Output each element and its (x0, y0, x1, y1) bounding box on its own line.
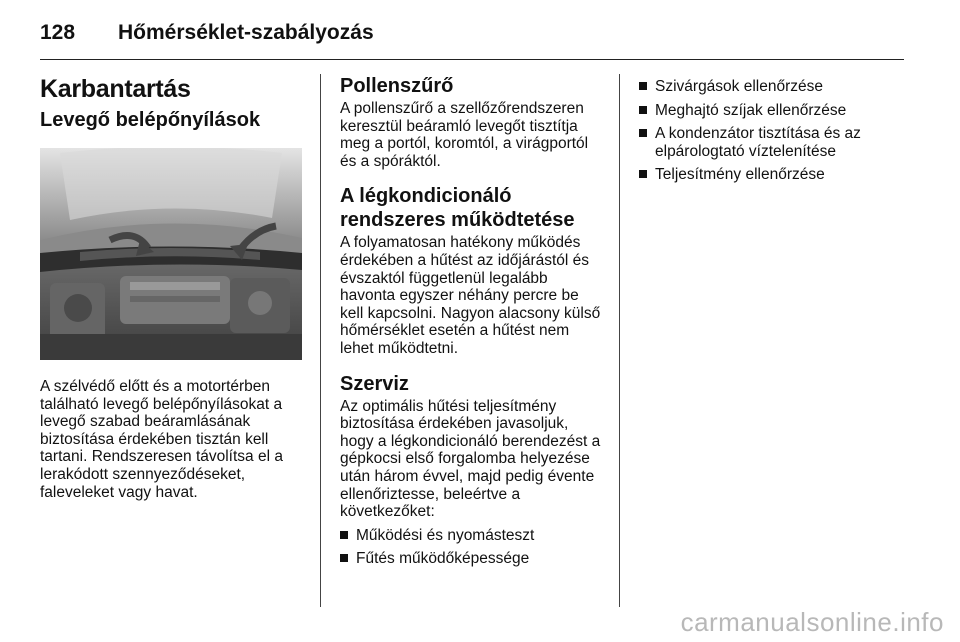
column-2 (340, 74, 606, 574)
square-bullet-icon (639, 82, 647, 90)
square-bullet-icon (340, 531, 348, 539)
column-1 (40, 74, 306, 501)
engine-bay-illustration (40, 148, 302, 360)
header-rule (40, 59, 904, 60)
service-bullet-list-continued (639, 78, 905, 184)
chapter-title: Hőmérséklet-szabályozás (118, 21, 374, 44)
square-bullet-icon (340, 554, 348, 562)
subheading-air-inlets: Levegő belépőnyílások (40, 109, 261, 131)
ac-regular-operation-text: A folyamatosan hatékony működés érdekében a hűtést az időjárástól és évszaktól függetlenül legalább havonta egyszer néhány percre be kell kapcsolni. Nagyon alacsony külső hőmérséklet esetén a hűtést nem lehet működtetni. (340, 234, 601, 357)
list-item: Szivárgások ellenőrzése (639, 78, 905, 96)
list-item: Meghajtó szíjak ellenőrzése (639, 102, 905, 120)
service-text: Az optimális hűtési teljesítmény biztosítása érdekében javasoljuk, hogy a légkondicionáló berendezést a gépkocsi első forgalomba helyezése után három évvel, majd pedig évente ellenőriztesse, beleértve a következőket: (340, 397, 601, 521)
square-bullet-icon (639, 129, 647, 137)
heading-ac-regular-operation: A légkondicionáló rendszeres működtetése (340, 185, 575, 232)
column-3 (639, 74, 905, 190)
section-heading-karbantartas: Karbantartás (40, 75, 191, 103)
service-bullet-list (340, 527, 606, 568)
watermark: carmanualsonline.info (680, 607, 944, 637)
pollen-filter-text: A pollenszűrő a szellőzőrendszeren keresztül beáramló levegőt tisztítja meg a portól, koromtól, a virágportól és a spóráktól. (340, 100, 589, 170)
list-item: Működési és nyomásteszt (340, 527, 606, 545)
square-bullet-icon (639, 106, 647, 114)
engine-bay-photo (40, 148, 302, 360)
list-item: Fűtés működőképessége (340, 550, 606, 568)
column-divider-1 (320, 74, 321, 607)
page-header (40, 18, 374, 48)
heading-service: Szerviz (340, 372, 409, 395)
heading-pollen-filter: Pollenszűrő (340, 75, 454, 97)
square-bullet-icon (639, 170, 647, 178)
list-item: A kondenzátor tisztítása és az elpárologtató víztelenítése (639, 125, 905, 160)
list-item: Teljesítmény ellenőrzése (639, 166, 905, 184)
column-divider-2 (619, 74, 620, 607)
air-inlet-caption: A szélvédő előtt és a motortérben található levegő belépőnyílásokat a levegő szabad beáramlásának biztosítása érdekében tisztán kell tartani. Rendszeresen távolítsa el a lerakódott szennyeződéseket, faleveleket vagy havat. (40, 378, 283, 501)
page-number: 128 (40, 21, 76, 44)
